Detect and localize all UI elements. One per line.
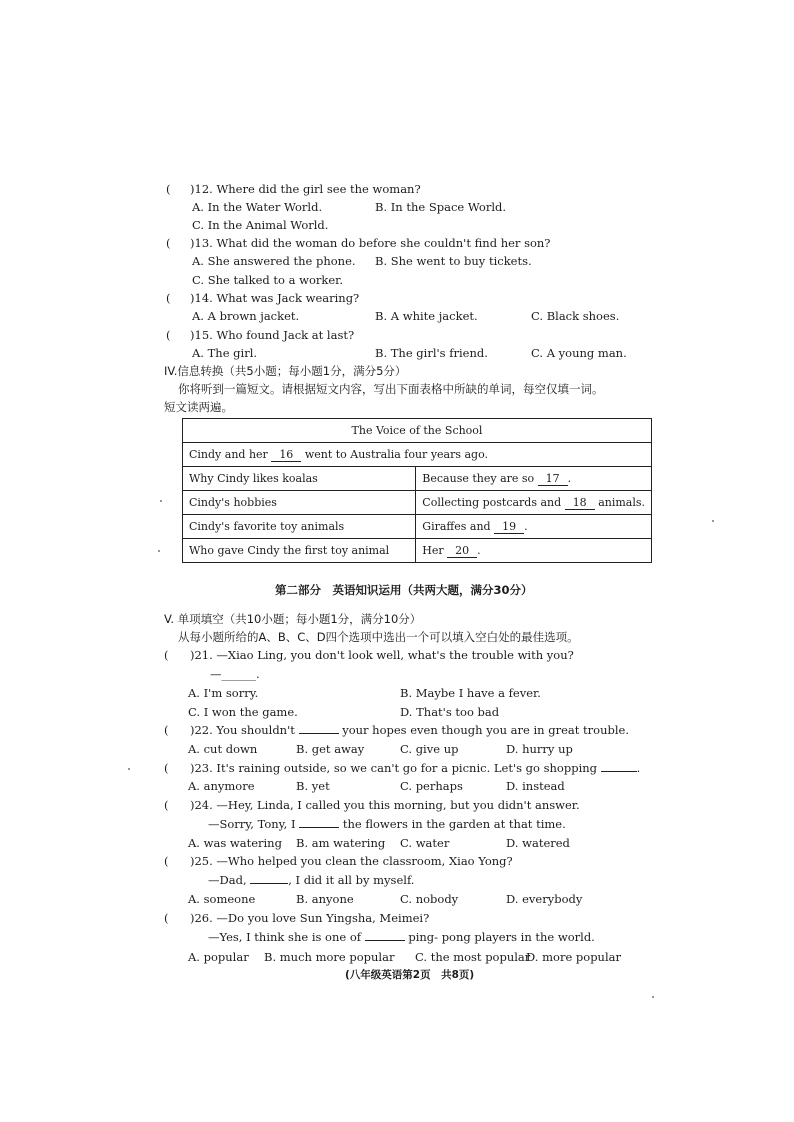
q15-option-c[interactable]: C. A young man. xyxy=(531,346,627,360)
q14-option-b[interactable]: B. A white jacket. xyxy=(375,309,478,323)
paren-q15[interactable]: ( xyxy=(166,328,171,342)
q24-option-d[interactable]: D. watered xyxy=(506,836,570,850)
q26-option-a[interactable]: A. popular xyxy=(188,950,249,964)
page-footer: (八年级英语第2页 共8页) xyxy=(345,969,475,981)
scan-speck xyxy=(158,550,160,552)
table-cell-label: Cindy's favorite toy animals xyxy=(183,515,416,539)
scan-speck xyxy=(712,520,714,522)
section-5-instruction: 从每小题所给的A、B、C、D四个选项中选出一个可以填入空白处的最佳选项。 xyxy=(178,630,579,644)
section-4-heading: IV.信息转换（共5小题；每小题1分，满分5分） xyxy=(164,364,407,378)
table-row xyxy=(183,467,652,491)
paren-q23[interactable]: ( xyxy=(164,761,169,775)
q26-option-c[interactable]: C. the most popular xyxy=(415,950,531,964)
paren-q21[interactable]: ( xyxy=(164,648,169,662)
question-15: )15. Who found Jack at last? xyxy=(190,328,355,342)
blank[interactable] xyxy=(601,771,637,772)
scan-speck xyxy=(128,768,130,770)
q23-option-d[interactable]: D. instead xyxy=(506,779,565,793)
q25-option-c[interactable]: C. nobody xyxy=(400,892,459,906)
q14-option-a[interactable]: A. A brown jacket. xyxy=(192,309,300,323)
table-row-1: Cindy and her 16 went to Australia four years ago. xyxy=(183,443,652,467)
voice-of-school-table xyxy=(182,418,652,563)
q22-option-b[interactable]: B. get away xyxy=(296,742,365,756)
paren-q24[interactable]: ( xyxy=(164,798,169,812)
blank[interactable] xyxy=(250,883,288,884)
q14-option-c[interactable]: C. Black shoes. xyxy=(531,309,620,323)
q21-option-d[interactable]: D. That's too bad xyxy=(400,705,500,719)
blank[interactable] xyxy=(365,940,405,941)
table-cell-answer: Collecting postcards and 18 animals. xyxy=(416,491,652,515)
question-24: )24. —Hey, Linda, I called you this morning, but you didn't answer. xyxy=(190,798,580,812)
q25-reply: —Dad, , I did it all by myself. xyxy=(208,873,415,887)
blank-20[interactable]: 20 xyxy=(447,544,477,558)
table-cell-label: Cindy's hobbies xyxy=(183,491,416,515)
q24-option-b[interactable]: B. am watering xyxy=(296,836,386,850)
q26-option-d[interactable]: D. more popular xyxy=(526,950,621,964)
q21-option-a[interactable]: A. I'm sorry. xyxy=(188,686,259,700)
question-12: )12. Where did the girl see the woman? xyxy=(190,182,421,196)
q23-option-c[interactable]: C. perhaps xyxy=(400,779,463,793)
section-4-instruction-2: 短文读两遍。 xyxy=(164,400,233,414)
scan-speck xyxy=(160,500,162,502)
q21-option-b[interactable]: B. Maybe I have a fever. xyxy=(400,686,541,700)
blank-18[interactable]: 18 xyxy=(565,496,595,510)
q22-option-c[interactable]: C. give up xyxy=(400,742,459,756)
blank[interactable] xyxy=(299,733,339,734)
q25-option-d[interactable]: D. everybody xyxy=(506,892,583,906)
question-13: )13. What did the woman do before she couldn't find her son? xyxy=(190,236,551,250)
table-title: The Voice of the School xyxy=(183,419,652,443)
paren-q22[interactable]: ( xyxy=(164,723,169,737)
q21-reply: —______. xyxy=(210,667,260,681)
q13-option-b[interactable]: B. She went to buy tickets. xyxy=(375,254,532,268)
q15-option-b[interactable]: B. The girl's friend. xyxy=(375,346,488,360)
q21-option-c[interactable]: C. I won the game. xyxy=(188,705,298,719)
q25-option-b[interactable]: B. anyone xyxy=(296,892,354,906)
paren-q12[interactable]: ( xyxy=(166,182,171,196)
scan-speck xyxy=(652,996,654,998)
blank-19[interactable]: 19 xyxy=(494,520,524,534)
table-row xyxy=(183,515,652,539)
table-cell-label: Why Cindy likes koalas xyxy=(183,467,416,491)
blank-17[interactable]: 17 xyxy=(538,472,568,486)
question-25: )25. —Who helped you clean the classroom, Xiao Yong? xyxy=(190,854,513,868)
q12-option-c[interactable]: C. In the Animal World. xyxy=(192,218,329,232)
paren-q13[interactable]: ( xyxy=(166,236,171,250)
table-row xyxy=(183,491,652,515)
section-5-heading: V. 单项填空（共10小题；每小题1分，满分10分） xyxy=(164,612,422,626)
table-cell-answer: Giraffes and 19 . xyxy=(416,515,652,539)
blank-16[interactable]: 16 xyxy=(271,448,301,462)
table-cell-label: Who gave Cindy the first toy animal xyxy=(183,539,416,563)
question-23: )23. It's raining outside, so we can't go for a picnic. Let's go shopping . xyxy=(190,761,641,775)
q24-option-c[interactable]: C. water xyxy=(400,836,450,850)
question-22: )22. You shouldn't your hopes even though you are in great trouble. xyxy=(190,723,629,737)
question-21: )21. —Xiao Ling, you don't look well, what's the trouble with you? xyxy=(190,648,574,662)
question-26: )26. —Do you love Sun Yingsha, Meimei? xyxy=(190,911,430,925)
q24-reply: —Sorry, Tony, I the flowers in the garden at that time. xyxy=(208,817,566,831)
paren-q26[interactable]: ( xyxy=(164,911,169,925)
table-cell-answer: Because they are so 17 . xyxy=(416,467,652,491)
part-2-heading: 第二部分 英语知识运用（共两大题，满分30分） xyxy=(275,583,533,597)
q13-option-c[interactable]: C. She talked to a worker. xyxy=(192,273,344,287)
q12-option-a[interactable]: A. In the Water World. xyxy=(192,200,323,214)
blank[interactable] xyxy=(299,827,339,828)
q25-option-a[interactable]: A. someone xyxy=(188,892,256,906)
table-row xyxy=(183,539,652,563)
section-4-instruction: 你将听到一篇短文。请根据短文内容，写出下面表格中所缺的单词，每空仅填一词。 xyxy=(178,382,604,396)
paren-q14[interactable]: ( xyxy=(166,291,171,305)
q24-option-a[interactable]: A. was watering xyxy=(188,836,282,850)
question-14: )14. What was Jack wearing? xyxy=(190,291,360,305)
paren-q25[interactable]: ( xyxy=(164,854,169,868)
q22-option-a[interactable]: A. cut down xyxy=(188,742,258,756)
q22-option-d[interactable]: D. hurry up xyxy=(506,742,573,756)
q26-option-b[interactable]: B. much more popular xyxy=(264,950,395,964)
q13-option-a[interactable]: A. She answered the phone. xyxy=(192,254,356,268)
q23-option-a[interactable]: A. anymore xyxy=(188,779,255,793)
q23-option-b[interactable]: B. yet xyxy=(296,779,330,793)
table-cell-answer: Her 20 . xyxy=(416,539,652,563)
q12-option-b[interactable]: B. In the Space World. xyxy=(375,200,507,214)
q26-reply: —Yes, I think she is one of ping- pong players in the world. xyxy=(208,930,595,944)
q15-option-a[interactable]: A. The girl. xyxy=(192,346,258,360)
